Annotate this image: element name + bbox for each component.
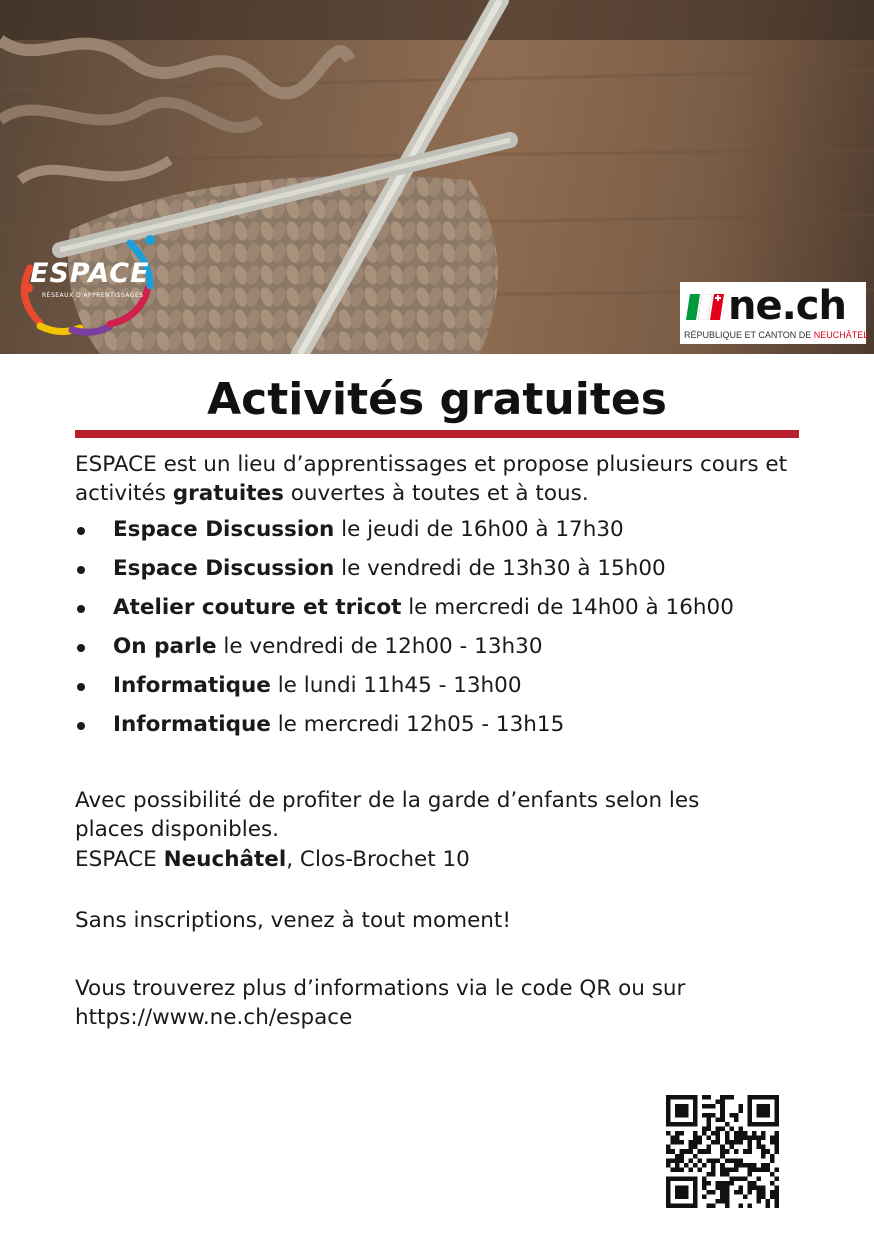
espace-logo-name: ESPACE — [30, 258, 150, 289]
title-divider — [75, 430, 799, 438]
neuchatel-flag-icon — [686, 294, 724, 320]
intro-text: ESPACE est un lieu d’apprentissages et propose plusieurs cours et activités gratuites ouvertes à toutes et à tous. — [75, 452, 788, 506]
bullet-icon — [77, 683, 85, 691]
nech-logo-tagline: RÉPUBLIQUE ET CANTON DE NEUCHÂTEL — [684, 330, 869, 340]
nech-logo-name: ne.ch — [728, 283, 846, 329]
more-info-text: Vous trouverez plus d’informations via le code QR ou sur https://www.ne.ch/espace — [75, 976, 686, 1030]
info-link[interactable]: https://www.ne.ch/espace — [75, 1005, 353, 1030]
nech-logo — [680, 282, 869, 344]
qr-code-icon[interactable] — [666, 1095, 779, 1208]
list-item: Espace Discussion le jeudi de 16h00 à 17h30 — [75, 512, 835, 551]
list-item: Atelier couture et tricot le mercredi de 14h00 à 16h00 — [75, 590, 835, 629]
bullet-icon — [77, 644, 85, 652]
childcare-text: Avec possibilité de profiter de la garde d’enfants selon les places disponibles. — [75, 788, 700, 842]
list-item: Informatique le lundi 11h45 - 13h00 — [75, 668, 835, 707]
list-item: On parle le vendredi de 12h00 - 13h30 — [75, 629, 835, 668]
page-title: Activités gratuites — [207, 374, 667, 425]
no-registration-text: Sans inscriptions, venez à tout moment! — [75, 908, 511, 933]
espace-logo-subtitle: RÉSEAUX D'APPRENTISSAGES — [42, 292, 144, 299]
list-item: Informatique le mercredi 12h05 - 13h15 — [75, 707, 835, 746]
bullet-icon — [77, 605, 85, 613]
hero-image — [0, 0, 874, 354]
bullet-icon — [77, 527, 85, 535]
bullet-icon — [77, 566, 85, 574]
address-text: ESPACE Neuchâtel, Clos-Brochet 10 — [75, 847, 470, 872]
activity-list — [75, 512, 835, 746]
bullet-icon — [77, 722, 85, 730]
list-item: Espace Discussion le vendredi de 13h30 à 15h00 — [75, 551, 835, 590]
